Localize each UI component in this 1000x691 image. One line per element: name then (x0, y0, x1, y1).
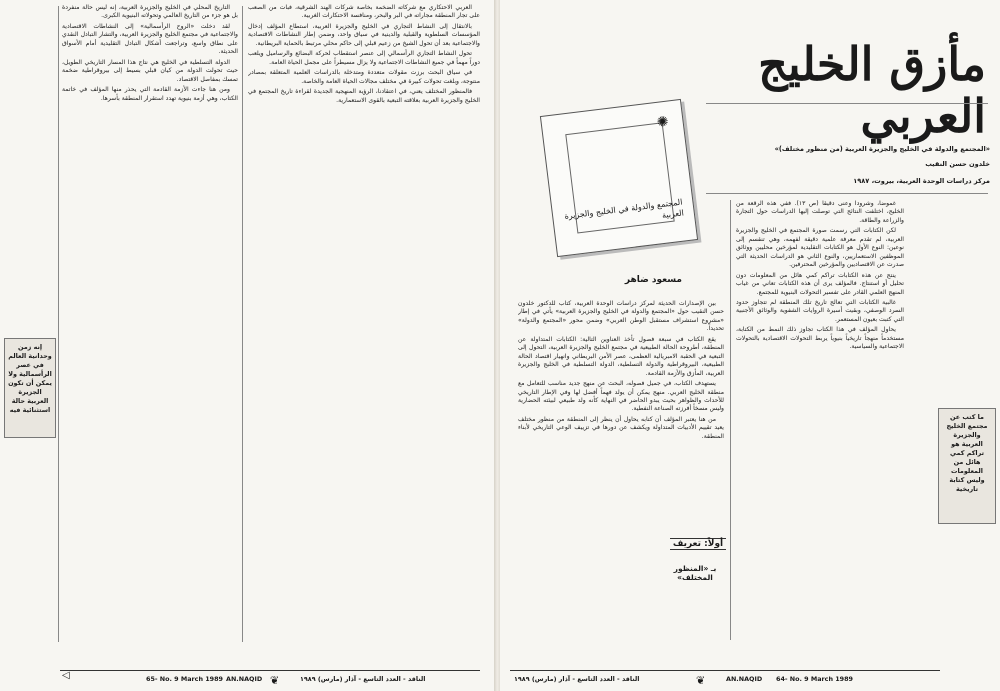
book-cover-title: المجتمع والدولة في الخليج والجزيرة العربية (564, 197, 685, 221)
left-page (0, 0, 496, 691)
paragraph: من هنا يعتبر المؤلف أن كتابه يحاول أن ينظر إلى المنطقة من منظور مختلف يعيد تقييم الأدبيات المتداولة ويكشف عن دورها في تزييف الوعي التاريخي لأبناء المنطقة. (518, 415, 724, 440)
left-column-outer (248, 4, 480, 644)
left-sidebar-divider (58, 6, 59, 642)
section-heading-box (670, 538, 726, 550)
paragraph: لكن الكتابات التي رسمت صورة المجتمع في الخليج والجزيرة العربية، لم تقدم معرفة علمية دقيقة لفهمه، وهي تنقسم إلى نوعين: النوع الأول هو الكتابات التقليدية لمؤرخين محليين ووثائق الموظفين الاستعماريين، والنوع الثاني هو الدراسات الحديثة التي صدرت عن الاقتصاديين والمؤرخين المحترفين. (736, 227, 904, 269)
paragraph: العربي الاحتكاري مع شركاته الضخمة بخاصة شركات الهند الشرقية، فبات من الصعب على تجار المنطقة مجاراته في البر والبحر، ومنافسة الاحتكارات الغربية. (248, 4, 480, 20)
left-footer-arabic: الناقد - العدد التاسع - آذار (مارس) ١٩٨٩ (300, 675, 426, 683)
paragraph: بالانتقال إلى النشاط التجاري في الخليج والجزيرة العربية، استطاع المؤلف إدخال المؤسسات السلطوية والقبلية والدينية في سياق واحد، وضمن إطار النشاطات الاقتصادية والاجتماعية بعد أن تحول الشيخ من زعيم قبلي إلى حاكم محلي مرتبط بالحماية البريطانية. (248, 22, 480, 47)
left-pull-quote (4, 338, 56, 438)
section-subheading: بـ «المنظور المختلف» (673, 564, 717, 582)
paragraph: غالبية الكتابات التي تعالج تاريخ تلك المنطقة لم تتجاوز حدود السرد الوصفي، وبقيت أسيرة الروايات الشفوية والوثائق الأجنبية التي كتبت بعيون المستعمر. (736, 298, 904, 323)
right-footer-rule (510, 670, 940, 671)
magazine-logo-icon: ❦ (270, 674, 280, 687)
left-footer-rule (60, 670, 480, 671)
left-footer-page: 65- No. 9 March 1989 (146, 675, 224, 683)
paragraph: يحاول المؤلف في هذا الكتاب تجاوز ذلك النمط من الكتابة، مستخدماً منهجاً تاريخياً بنيوياً يربط التحولات الاقتصادية بالتحولات الاجتماعية والسياسية. (736, 326, 904, 351)
right-column-middle (736, 200, 904, 640)
right-page (500, 0, 1000, 691)
back-arrow-icon: ◁ (62, 670, 70, 681)
section-heading: أولاً: تعريف (672, 539, 724, 549)
left-footer-mag: AN.NAQID (226, 675, 263, 683)
book-title: «المجتمع والدولة في الخليج والجزيرة العربية (من منظور مختلف)» (774, 145, 990, 153)
right-footer-mag: AN.NAQID (726, 675, 763, 683)
right-divider-1 (730, 200, 731, 640)
book-publisher: مركز دراسات الوحدة العربية، بيروت، ١٩٨٧ (853, 177, 990, 185)
right-footer-arabic: الناقد - العدد التاسع - آذار (مارس) ١٩٨٩ (514, 675, 640, 683)
paragraph: تحول النشاط التجاري الرأسمالي إلى عنصر استقطاب لحركة البضائع والرساميل ويلعب دوراً مهماً في جميع النشاطات الاجتماعية ولا يزال مسيطراً على مجمل الحياة العامة. (248, 50, 480, 66)
left-column-divider (242, 6, 243, 642)
right-column-outer (518, 300, 724, 640)
paragraph: الدولة التسلطية في الخليج هي نتاج هذا المسار التاريخي الطويل، حيث تحولت الدولة من كيان قبلي بسيط إلى بيروقراطية ضخمة تمسك بمفاصل الاقتصاد. (62, 58, 238, 83)
paragraph: التاريخ المحلي في الخليج والجزيرة العربية، إنه ليس حالة منفردة بل هو جزء من التاريخ العالمي وتحولاته البنيوية الكبرى. (62, 4, 238, 20)
left-pull-quote-text: إنه زمن وحدانية العالم في عصر الرأسمالية ولا يمكن أن تكون الجزيرة العربية حالة استثنائية فيه (8, 343, 52, 414)
magazine-logo-icon-right: ❦ (696, 674, 706, 687)
publisher-seal-icon: ✺ (655, 113, 670, 131)
right-footer-page: 64- No. 9 March 1989 (776, 675, 854, 683)
right-pull-quote (938, 408, 996, 524)
paragraph: في سياق البحث برزت مقولات متعددة ومتدخلة بالدراسات العلمية المتعلقة بمصادر منتوجة، وبلغت تحولات كبيرة في مختلف مجالات الحياة العامة والخاصة. (248, 69, 480, 85)
article-title: مأزق الخليج العربي (758, 37, 986, 143)
paragraph: ينتج عن هذه الكتابات تراكم كمي هائل من المعلومات دون تحليل أو استنتاج. فالمؤلف يرى أن هذه الكتابات تعاني من غياب المنهج العلمي القادر على تفسير التحولات البنيوية للمجتمع. (736, 271, 904, 296)
title-rule (706, 103, 988, 104)
paragraph: ومن هنا جاءت الأزمة القادمة التي يحذر منها المؤلف في خاتمة الكتاب، وهي أزمة بنيوية تهدد استقرار المنطقة بأسرها. (62, 86, 238, 102)
paragraph: يقع الكتاب في سبعة فصول تأخذ العناوين التالية: الكتابات المتداولة عن المنطقة، أطروحة الحالة الطبيعية في مجتمع الخليج والجزيرة العربية، التحول إلى التبعية في الحقبة الامبريالية العظمى، عصر الأمن البريطاني وانهيار اقتصاد الحالة الطبيعية، البيروقراطية والدولة التسلطية، الدولة التسلطية في الخليج والجزيرة العربية، المأزق والأزمة القادمة. (518, 335, 724, 377)
meta-rule (706, 193, 988, 194)
paragraph: لقد دخلت «الروح الرأسمالية» إلى النشاطات الاقتصادية والاجتماعية في مجتمع الخليج والجزيرة العربية، والتشار التبادل النقدي على نطاق واسع، وتراجعت أشكال التبادل التقليدية أمام الأسواق الحديثة. (62, 22, 238, 56)
reviewer-name: مسعود ضاهر (624, 275, 682, 285)
paragraph: غموضاً، وشروداً وعنى دقيقاً (ص ١٣). ففي هذه الرقعة من الخليج، اختلفت النتائج التي توصلت إليها الدراسات حول التجارة والزراعة والطاقة. (736, 200, 904, 224)
paragraph: بين الإصدارات الحديثة لمركز دراسات الوحدة العربية، كتاب للدكتور خلدون حسن النقيب حول «المجتمع والدولة في الخليج والجزيرة العربية» يأتي في إطار «مشروع استشراف مستقبل الوطن العربي» وضمن محور «المجتمع والدولة» تحديداً. (518, 300, 724, 333)
right-pull-quote-text: ما كتب عن مجتمع الخليج والجزيرة العربية هو تراكم كمي هائل من المعلومات وليس كتابة تاريخية (946, 413, 988, 493)
book-author: خلدون حسن النقيب (925, 160, 990, 168)
left-column-inner (62, 4, 238, 644)
book-cover-image (540, 99, 698, 257)
paragraph: يستهدف الكتاب، في جميل فصوله، البحث عن منهج جديد مناسب للتعامل مع منطقة الخليج العربي. منهج يمكن أن يولد فهماً أفضل لها وفي الإطار التاريخي للأحداث والظواهر بحيث يبدو الحاضر في النهاية كأنه ولد طبيعي لبيئته الحضارية وليس مسخاً أفرزته الصناعة النفطية. (518, 380, 724, 413)
paragraph: فالمنظور المختلف يعني، في اعتقادنا، الرؤية المنهجية الجديدة لقراءة تاريخ المجتمع في الخليج والجزيرة العربية بعلاقته التبعية بالقوى الاستعمارية. (248, 88, 480, 104)
